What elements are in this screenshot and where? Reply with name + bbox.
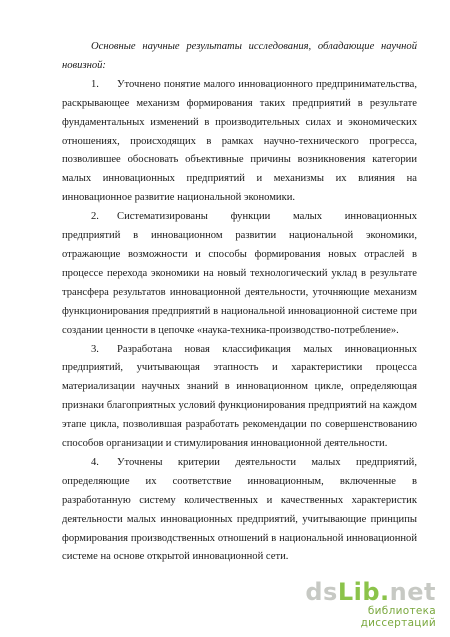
item-number: 1. [91,78,99,90]
list-item-4 [62,454,417,567]
document-page [62,38,417,567]
list-item-3 [62,341,417,454]
logo-net: net [389,578,436,606]
item-text: Уточнены критерии деятельности малых предприятий, определяющие их соответствие инновационным, включенные в разработанную систему количественных и качественных характеристик деятельности малых инновационных предприятий, учитывающие принципы формирования производственных отношений в национальной инновационной системе на основе открытой инновационной сети. [62,456,417,563]
item-number: 2. [91,211,99,223]
item-text: Разработана новая классификация малых инновационных предприятий, учитывающая этапность и характеристики процесса материализации научных знаний в инновационном цикле, определяющая признаки благоприятных условий функционирования предприятий на каждом этапе цикла, позволившая разработать рекомендации по совершенствованию способов организации и стимулирования инновационной деятельности. [62,343,417,450]
intro-paragraph: Основные научные результаты исследования, обладающие научной новизной: [62,41,417,71]
item-number: 4. [91,456,99,468]
logo-dot: . [380,578,390,606]
dslib-watermark[interactable] [296,580,436,629]
logo-lib: Lib [337,578,381,606]
list-item-2 [62,208,417,340]
list-item-1 [62,76,417,208]
logo-ds: ds [305,578,338,606]
watermark-subtitle: библиотека диссертаций [360,605,436,629]
item-text: Систематизированы функции малых инновационных предприятий в инновационном развитии национальной экономики, отражающие возможности и способы формирования новых отраслей в процессе перехода экономики на новый технологический уклад в результате трансфера результатов инновационной деятельности, уточняющие механизм функционирования предприятий в национальной инновационной системе при создании ценности в цепочке «наука-техника-производство-потребление». [62,211,417,336]
dslib-logo [296,580,436,604]
item-text: Уточнено понятие малого инновационного предпринимательства, раскрывающее механизм формирования таких предприятий в результате фундаментальных изменений в производительных силах и экономических отношениях, происходящих в рамках научно-технического прогресса, позволившее обосновать объективные причины возникновения категории малых инновационных предприятий и механизмы их влияния на инновационное развитие национальной экономики. [62,78,417,204]
item-number: 3. [91,343,99,355]
